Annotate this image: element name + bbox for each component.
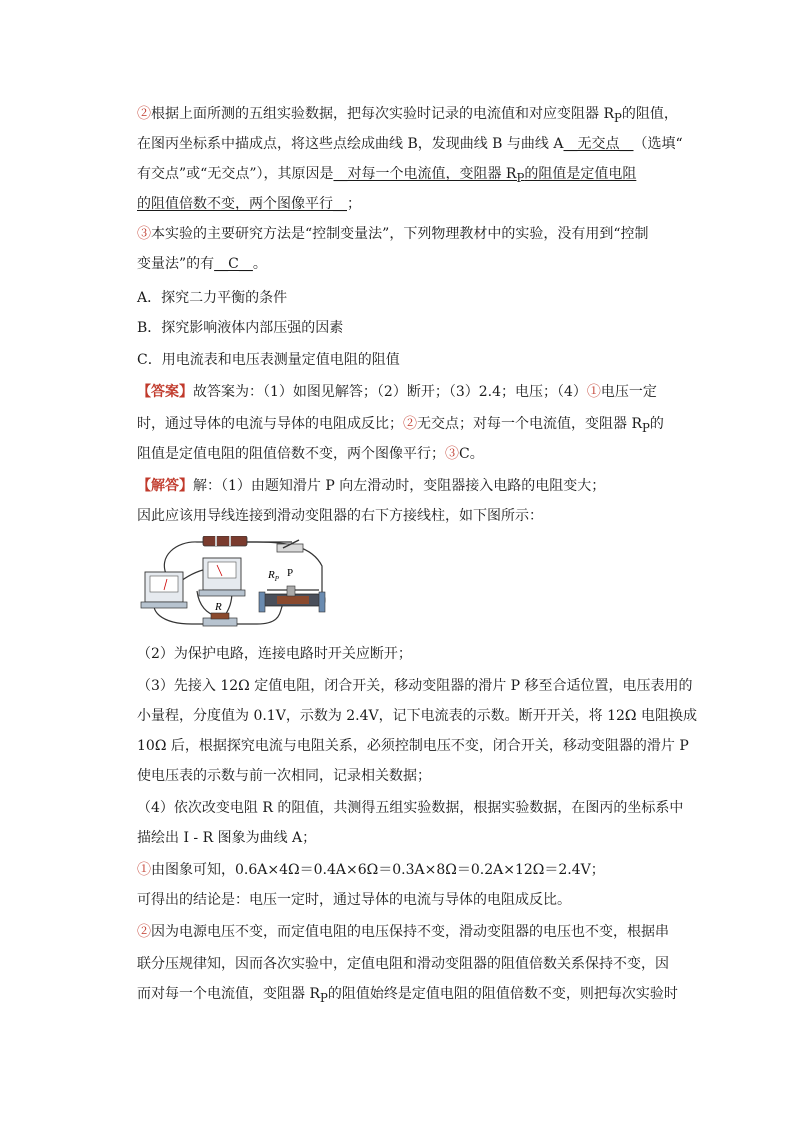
- solution-line-1: 【解答】解：（1）由题知滑片 P 向左滑动时，变阻器接入电路的电阻变大；: [137, 478, 606, 494]
- q2-line-2: 在图丙坐标系中描成点，将这些点绘成曲线 B，发现曲线 B 与曲线 A__无交点__（选填“: [137, 136, 683, 152]
- q2-mark: ②: [137, 106, 151, 122]
- rheostat-icon: [259, 586, 325, 612]
- slider-label: P: [287, 567, 294, 579]
- option-a: A．探究二力平衡的条件: [137, 290, 288, 306]
- battery-icon: [203, 536, 247, 546]
- solution-p4-line-2: 描绘出 I - R 图象为曲线 A；: [137, 830, 317, 846]
- q2-line-4: 的阻值倍数不变，两个图像平行__；: [137, 196, 361, 212]
- answer-line-2: 时，通过导体的电流与导体的电阻成反比；②无交点；对每一个电流值，变阻器 $R_P$的: [137, 416, 664, 435]
- solution-p4-line-1: （4）依次改变电阻 R 的阻值，共测得五组实验数据，根据实验数据，在图丙的坐标系中: [137, 800, 684, 816]
- answer-tag: 【答案】: [137, 384, 193, 400]
- conclusion-1b: 可得出的结论是：电压一定时，通过导体的电流与导体的电阻成反比。: [137, 892, 571, 908]
- solution-tag: 【解答】: [137, 478, 193, 494]
- option-c: C．用电流表和电压表测量定值电阻的阻值: [137, 352, 400, 368]
- solution-p3-line-1: （3）先接入 12Ω 定值电阻，闭合开关，移动变阻器的滑片 P 移至合适位置，电压表用的: [137, 678, 693, 694]
- answer-line-3: 阻值是定值电阻的阻值倍数不变，两个图像平行；③C。: [137, 446, 484, 462]
- q3-line-2: 变量法”的有__C__。: [137, 256, 267, 272]
- solution-p3-line-3: 10Ω 后，根据探究电流与电阻关系，必须控制电压不变，闭合开关，移动变阻器的滑片 P: [137, 738, 689, 754]
- q2-reason-blank: __对每一个电流值，变阻器 $R_P$的阻值是定值电阻: [333, 166, 637, 185]
- q2-line-1: ②根据上面所测的五组实验数据，把每次实验时记录的电流值和对应变阻器 $R_P$的阻值，: [137, 106, 678, 125]
- conclusion-1: ①由图象可知，0.6A×4Ω＝0.4A×6Ω＝0.3A×8Ω＝0.2A×12Ω＝2.4V；: [137, 862, 605, 878]
- option-b: B．探究影响液体内部压强的因素: [137, 320, 344, 336]
- conclusion-2-line-1: ②因为电源电压不变，而定值电阻的电压保持不变，滑动变阻器的电压也不变，根据串: [137, 924, 669, 940]
- solution-p3-line-4: 使电压表的示数与前一次相同，记录相关数据；: [137, 768, 431, 784]
- solution-p2: （2）为保护电路，连接电路时开关应断开；: [137, 646, 412, 662]
- q2-answer-blank: __无交点__: [563, 136, 634, 152]
- q3-line-1: ③本实验的主要研究方法是“控制变量法”，下列物理教材中的实验，没有用到“控制: [137, 226, 649, 242]
- resistor-icon: [203, 613, 237, 626]
- q2-line-3: 有交点”或“无交点”），其原因是__对每一个电流值，变阻器 $R_P$的阻值是定值电阻: [137, 166, 637, 185]
- conclusion-2-line-3: 而对每一个电流值，变阻器 $R_P$的阻值始终是定值电阻的阻值倍数不变，则把每次实验时: [137, 986, 678, 1005]
- solution-line-2: 因此应该用导线连接到滑动变阻器的右下方接线柱，如下图所示：: [137, 508, 543, 524]
- conclusion-2-line-2: 联分压规律知，因而各次实验中，定值电阻和滑动变阻器的阻值倍数关系保持不变，因: [137, 956, 669, 972]
- circuit-figure: [137, 536, 327, 631]
- resistor-label: R: [215, 601, 222, 613]
- answer-line-1: 【答案】故答案为：（1）如图见解答；（2）断开；（3）2.4；电压；（4）①电压一定: [137, 384, 657, 400]
- rheostat-label: $R_P$: [268, 569, 280, 583]
- ammeter-icon: [141, 572, 187, 608]
- q3-mark: ③: [137, 226, 151, 242]
- q3-answer-blank: __C__: [214, 256, 253, 272]
- solution-p3-line-2: 小量程，分度值为 0.1V，示数为 2.4V，记下电流表的示数。断开开关，将 12Ω 电阻换成: [137, 708, 697, 724]
- voltmeter-icon: [199, 558, 245, 596]
